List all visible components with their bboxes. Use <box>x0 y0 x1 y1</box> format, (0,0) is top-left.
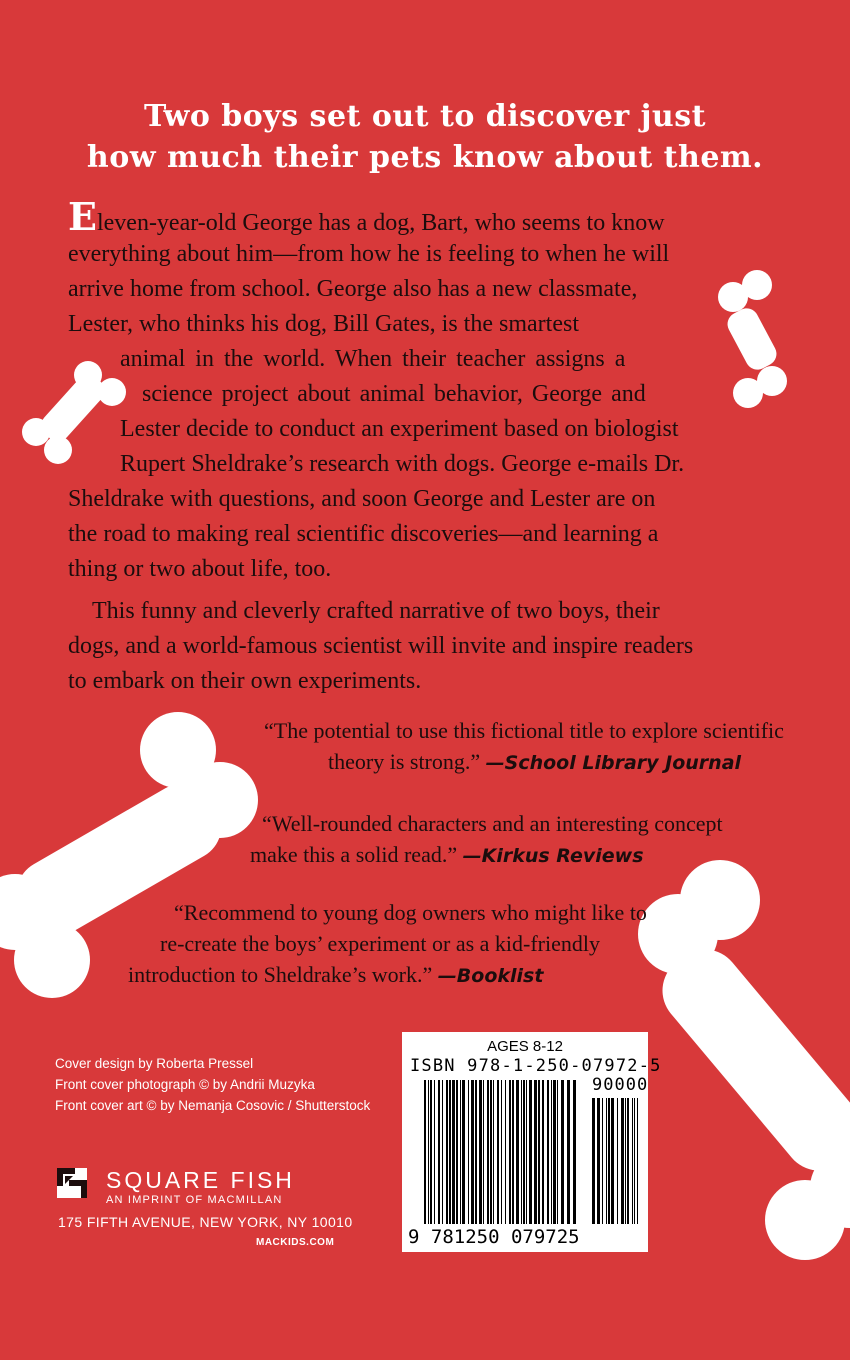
bone-icon <box>718 270 787 408</box>
publisher-website: MACKIDS.COM <box>256 1237 335 1248</box>
review-quote: re-create the boys’ experiment or as a kid-friendly <box>160 931 600 956</box>
review-quote: “Well-rounded characters and an interesting concept <box>262 811 723 836</box>
description-line: This funny and cleverly crafted narrative of two boys, their <box>92 598 660 624</box>
description-line: the road to making real scientific discoveries—and learning a <box>68 521 659 547</box>
isbn-text: ISBN 978-1-250-07972-5 <box>410 1056 662 1076</box>
headline-line: how much their pets know about them. <box>86 140 764 175</box>
description-line: science project about animal behavior, George and <box>142 381 646 407</box>
review-quote: “The potential to use this fictional title to explore scientific <box>264 718 784 743</box>
square-fish-logo-icon <box>57 1168 87 1198</box>
description-line: arrive home from school. George also has a new classmate, <box>68 276 638 302</box>
review-quote: make this a solid read.” —Kirkus Reviews <box>250 842 644 867</box>
price-code: 90000 <box>592 1075 649 1095</box>
description-line: dogs, and a world-famous scientist will invite and inspire readers <box>68 633 694 659</box>
publisher-address: 175 FIFTH AVENUE, NEW YORK, NY 10010 <box>58 1214 353 1230</box>
credit-line: Front cover photograph © by Andrii Muzyka <box>55 1077 315 1092</box>
review-source: —Kirkus Reviews <box>462 845 644 867</box>
description-line: Sheldrake with questions, and soon George and Lester are on <box>68 486 656 512</box>
bone-icon <box>22 361 126 464</box>
headline-line: Two boys set out to discover just <box>144 99 706 134</box>
drop-cap: E <box>68 194 97 239</box>
review-quote: “Recommend to young dog owners who might like to <box>174 900 647 925</box>
headline <box>60 96 790 178</box>
review-source: —Booklist <box>437 965 544 987</box>
bone-icon <box>638 860 850 1260</box>
description-line: Rupert Sheldrake’s research with dogs. George e-mails Dr. <box>120 451 685 477</box>
barcode-digits: 9 781250 079725 <box>408 1226 580 1248</box>
description-line: Lester decide to conduct an experiment based on biologist <box>120 416 679 442</box>
review-source: —School Library Journal <box>485 752 742 774</box>
barcode-icon <box>402 1032 648 1252</box>
description-line: everything about him—from how he is feeling to when he will <box>68 241 670 267</box>
barcode-box <box>402 1032 662 1252</box>
credit-line: Cover design by Roberta Pressel <box>55 1056 254 1071</box>
description-line: to embark on their own experiments. <box>68 668 422 694</box>
description-line: thing or two about life, too. <box>68 556 332 582</box>
publisher-imprint: AN IMPRINT OF MACMILLAN <box>106 1194 283 1206</box>
description-line: animal in the world. When their teacher assigns a <box>120 346 626 372</box>
publisher-name: SQUARE FISH <box>106 1167 295 1193</box>
age-range: AGES 8-12 <box>487 1038 563 1055</box>
review-quote: theory is strong.” —School Library Journal <box>328 749 742 774</box>
description-line-1: Eleven-year-old George has a dog, Bart, who seems to know <box>68 194 665 239</box>
cover-credits <box>55 1053 370 1116</box>
credit-line: Front cover art © by Nemanja Cosovic / Shutterstock <box>55 1098 371 1113</box>
review-quote: introduction to Sheldrake’s work.” —Booklist <box>128 962 544 987</box>
description-line: Lester, who thinks his dog, Bill Gates, is the smartest <box>68 311 579 337</box>
